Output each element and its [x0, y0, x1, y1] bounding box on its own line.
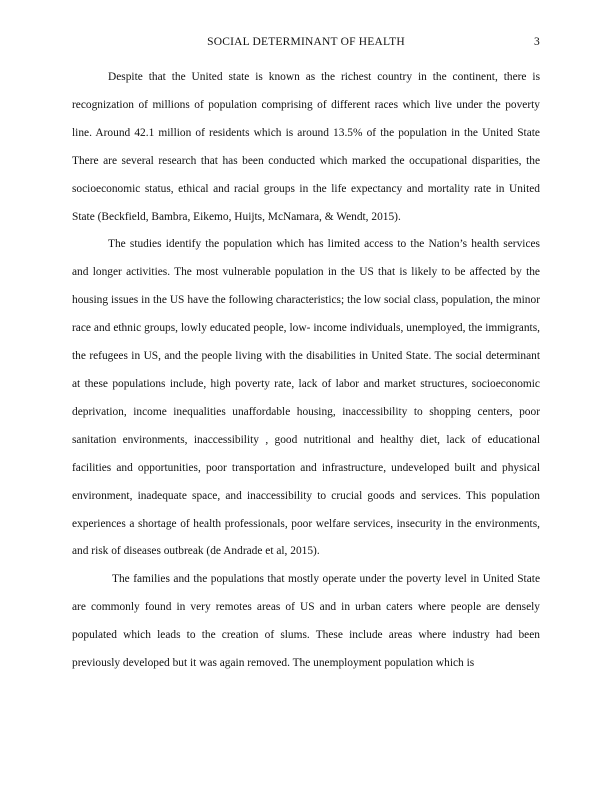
page-number: 3	[534, 36, 540, 48]
paragraph-3: The families and the populations that mostly operate under the poverty level in United State are commonly found in very remotes areas of US and in urban caters where people are densely populated which leads to the creation of slums. These include areas where industry had been previously developed but it was again removed. The unemployment population which is	[72, 573, 540, 670]
document-body	[72, 64, 540, 678]
running-title: SOCIAL DETERMINANT OF HEALTH	[207, 36, 405, 48]
paragraph-2: The studies identify the population which has limited access to the Nation’s health services and longer activities. The most vulnerable population in the US that is likely to be affected by the housing issues in the US have the following characteristics; the low social class, population, the minor race and ethnic groups, lowly educated people, low- income individuals, unemployed, the immigrants, the refugees in US, and the people living with the disabilities in United State. The social determinant at these populations include, high poverty rate, lack of labor and market structures, socioeconomic deprivation, income inequalities unaffordable housing, inaccessibility to shopping centers, poor sanitation environments, inaccessibility , good nutritional and healthy diet, lack of educational facilities and opportunities, poor transportation and infrastructure, undeveloped built and physical environment, inadequate space, and inaccessibility to crucial goods and services. This population experiences a shortage of health professionals, poor welfare services, insecurity in the environments, and risk of diseases outbreak (de Andrade et al, 2015).	[72, 238, 540, 558]
paragraph-1: Despite that the United state is known as the richest country in the continent, there is recognization of millions of population comprising of different races which live under the poverty line. Around 42.1 million of residents which is around 13.5% of the population in the United State There are several research that has been conducted which marked the occupational disparities, the socioeconomic status, ethical and racial groups in the life expectancy and mortality rate in United State (Beckfield, Bambra, Eikemo, Huijts, McNamara, & Wendt, 2015).	[72, 71, 540, 223]
running-header	[72, 36, 540, 52]
